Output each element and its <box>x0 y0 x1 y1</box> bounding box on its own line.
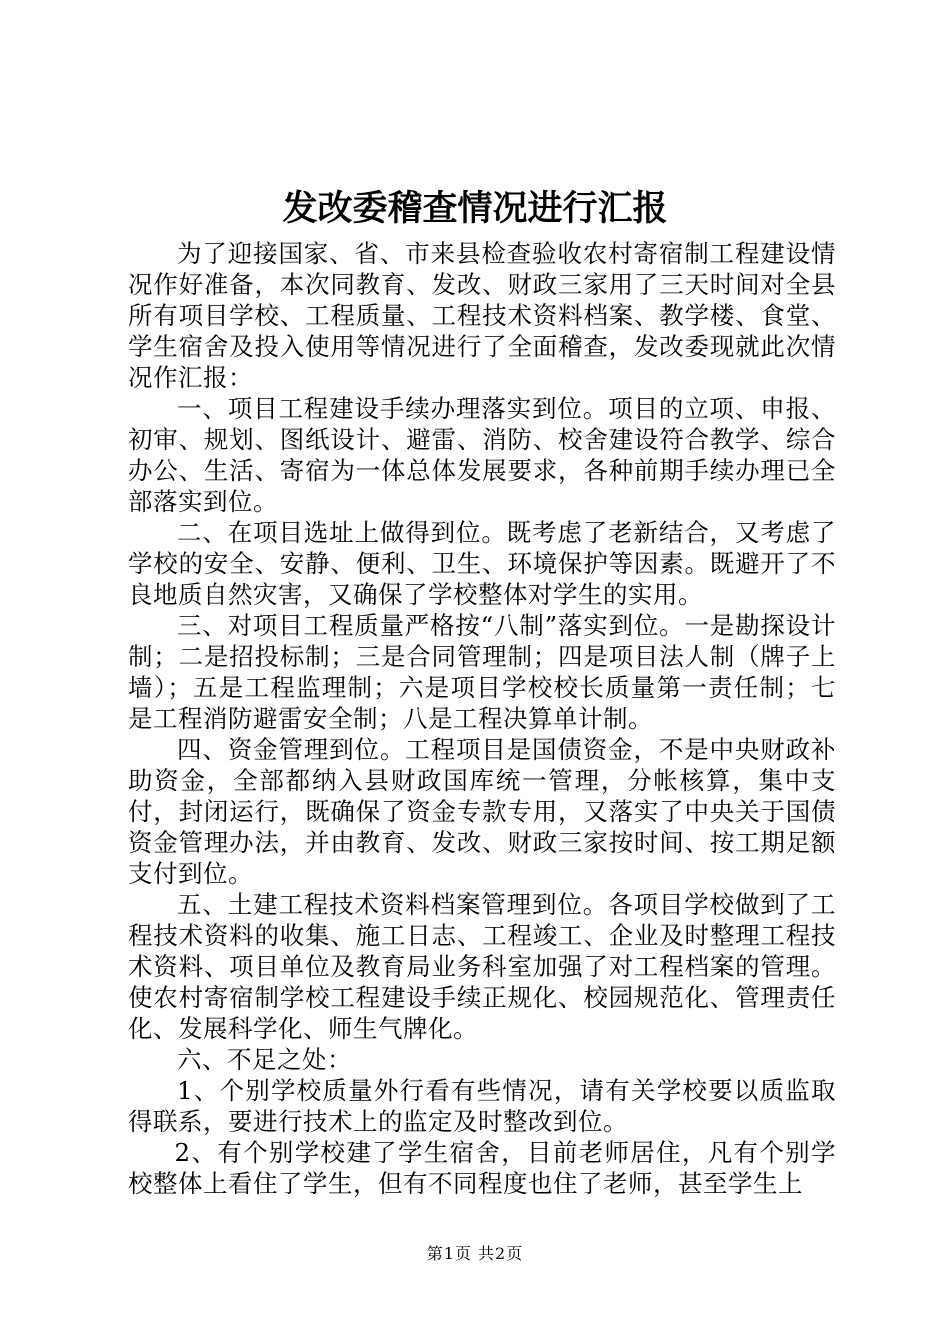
paragraph-intro: 为了迎接国家、省、市来县检查验收农村寄宿制工程建设情况作好准备，本次同教育、发改、财政三家用了三天时间对全县所有项目学校、工程质量、工程技术资料档案、教学楼、食堂、学生宿舍及投入使用等情况进行了全面稽查，发改委现就此次情况作汇报： <box>128 239 836 392</box>
page-number-footer: 第1页 共2页 <box>426 1244 524 1263</box>
paragraph-section-1: 一、项目工程建设手续办理落实到位。项目的立项、申报、初审、规划、图纸设计、避雷、消防、校舍建设符合教学、综合办公、生活、寄宿为一体总体发展要求，各种前期手续办理已全部落实到位。 <box>128 394 836 516</box>
paragraph-section-2: 二、在项目选址上做得到位。既考虑了老新结合，又考虑了学校的安全、安静、便利、卫生、环境保护等因素。既避开了不良地质自然灾害，又确保了学校整体对学生的实用。 <box>128 518 836 609</box>
paragraph-section-4: 四、资金管理到位。工程项目是国债资金，不是中央财政补助资金，全部都纳入县财政国库统一管理，分帐核算，集中支付，封闭运行，既确保了资金专款专用，又落实了中央关于国债资金管理办法，并由教育、发改、财政三家按时间、按工期足额支付到位。 <box>128 735 836 888</box>
paragraph-section-6-heading: 六、不足之处： <box>177 1045 352 1074</box>
paragraph-section-3: 三、对项目工程质量严格按“八制”落实到位。一是勘探设计制；二是招投标制；三是合同管理制；四是项目法人制（牌子上墙）；五是工程监理制；六是项目学校校长质量第一责任制；七是工程消防避雷安全制；八是工程决算单计制。 <box>128 611 836 733</box>
paragraph-shortcoming-1: 1、个别学校质量外行看有些情况，请有关学校要以质监取得联系，要进行技术上的监定及时整改到位。 <box>128 1076 836 1136</box>
paragraph-section-5: 五、土建工程技术资料档案管理到位。各项目学校做到了工程技术资料的收集、施工日志、工程竣工、企业及时整理工程技术资料、项目单位及教育局业务科室加强了对工程档案的管理。使农村寄宿制学校工程建设手续正规化、校园规范化、管理责任化、发展科学化、师生气牌化。 <box>128 890 836 1043</box>
document-body <box>128 238 836 1199</box>
page-title: 发改委稽查情况进行汇报 <box>282 188 668 229</box>
paragraph-shortcoming-2: 2、有个别学校建了学生宿舍，目前老师居住，凡有个别学校整体上看住了学生，但有不同程度也住了老师，甚至学生上 <box>128 1138 836 1198</box>
